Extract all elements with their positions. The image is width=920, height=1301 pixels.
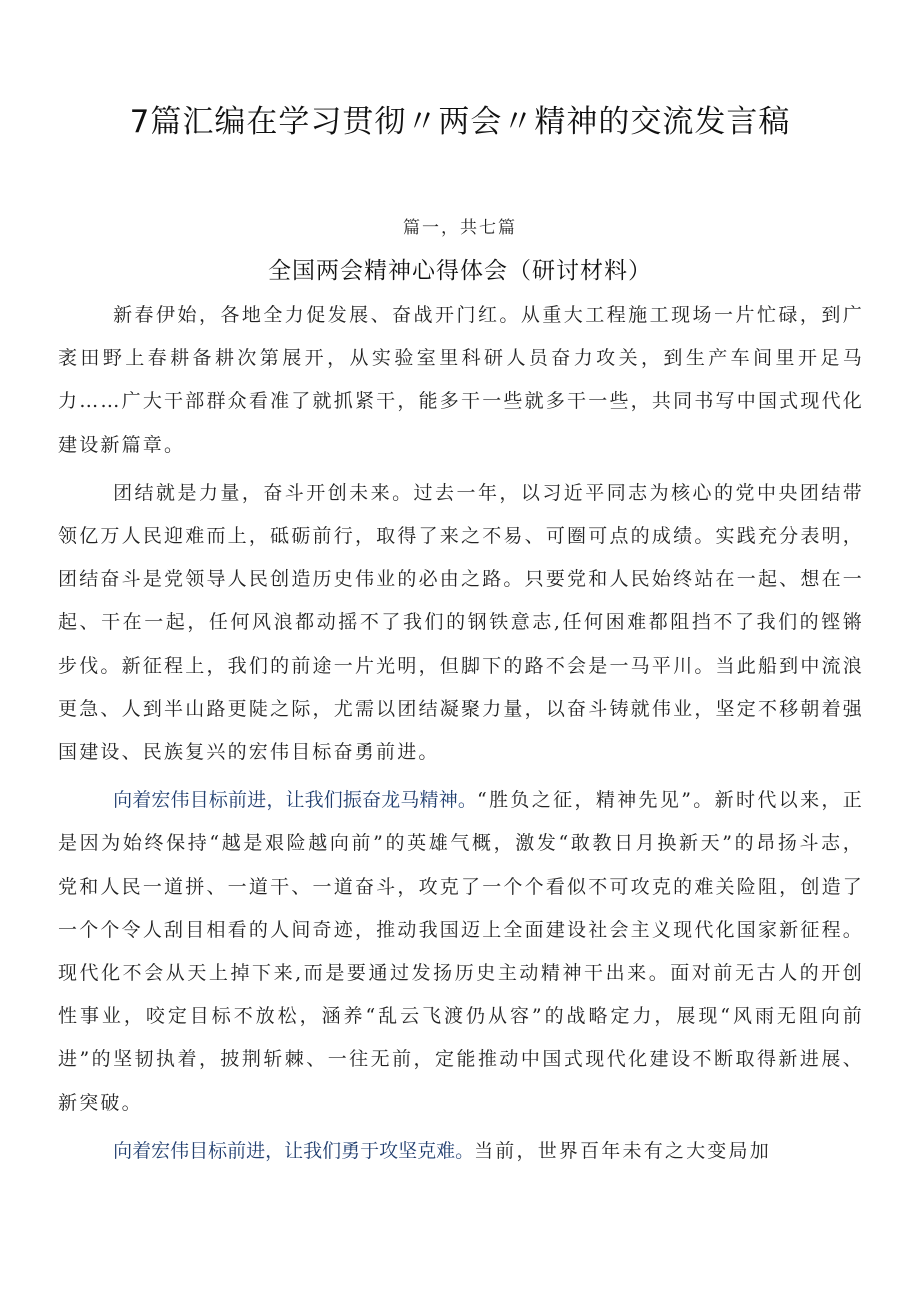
section-title: 全国两会精神心得体会（研讨材料） [268, 258, 652, 284]
document-title: 7篇汇编在学习贯彻〃两会〃精神的交流发言稿 [129, 104, 791, 140]
paragraph-3 [58, 779, 864, 1125]
paragraph-1 [58, 294, 864, 467]
paragraph-4-heading: 向着宏伟目标前进，让我们勇于攻坚克难。 [113, 1139, 475, 1162]
paragraph-2-text: 团结就是力量，奋斗开创未来。过去一年，以习近平同志为核心的党中央团结带领亿万人民迎难而上，砥砺前行，取得了来之不易、可圈可点的成绩。实践充分表明，团结奋斗是党领导人民创造历史伟业的必由之路。只要党和人民始终站在一起、想在一起、干在一起，任何风浪都动摇不了我们的钢铁意志,任何困难都阻挡不了我们的铿锵步伐。新征程上，我们的前途一片光明，但脚下的路不会是一马平川。当此船到中流浪更急、人到半山路更陡之际，尤需以团结凝聚力量，以奋斗铸就伟业，坚定不移朝着强国建设、民族复兴的宏伟目标奋勇前进。 [58, 481, 864, 764]
paragraph-3-text: “胜负之征，精神先见”。新时代以来，正是因为始终保持“越是艰险越向前”的英雄气概，激发“敢教日月换新天”的昂扬斗志，党和人民一道拼、一道干、一道奋斗，攻克了一个个看似不可攻克的难关险阻，创造了一个个令人刮目相看的人间奇迹，推动我国迈上全面建设社会主义现代化国家新征程。现代化不会从天上掉下来,而是要通过发扬历史主动精神干出来。面对前无古人的开创性事业，咬定目标不放松，涵养“乱云飞渡仍从容”的战略定力，展现“风雨无阻向前进”的坚韧执着，披荆斩棘、一往无前，定能推动中国式现代化建设不断取得新进展、新突破。 [58, 789, 864, 1114]
paragraph-4-text: 当前，世界百年未有之大变局加 [474, 1139, 771, 1162]
paragraph-4 [58, 1130, 864, 1173]
article-body [58, 294, 864, 1178]
paragraph-1-text: 新春伊始，各地全力促发展、奋战开门红。从重大工程施工现场一片忙碌，到广袤田野上春耕备耕次第展开，从实验室里科研人员奋力攻关，到生产车间里开足马力……广大干部群众看准了就抓紧干，能多干一些就多干一些，共同书写中国式现代化建设新篇章。 [58, 304, 864, 456]
part-label: 篇一，共七篇 [403, 218, 517, 238]
paragraph-2 [58, 472, 864, 774]
paragraph-3-heading: 向着宏伟目标前进，让我们振奋龙马精神。 [113, 789, 477, 812]
